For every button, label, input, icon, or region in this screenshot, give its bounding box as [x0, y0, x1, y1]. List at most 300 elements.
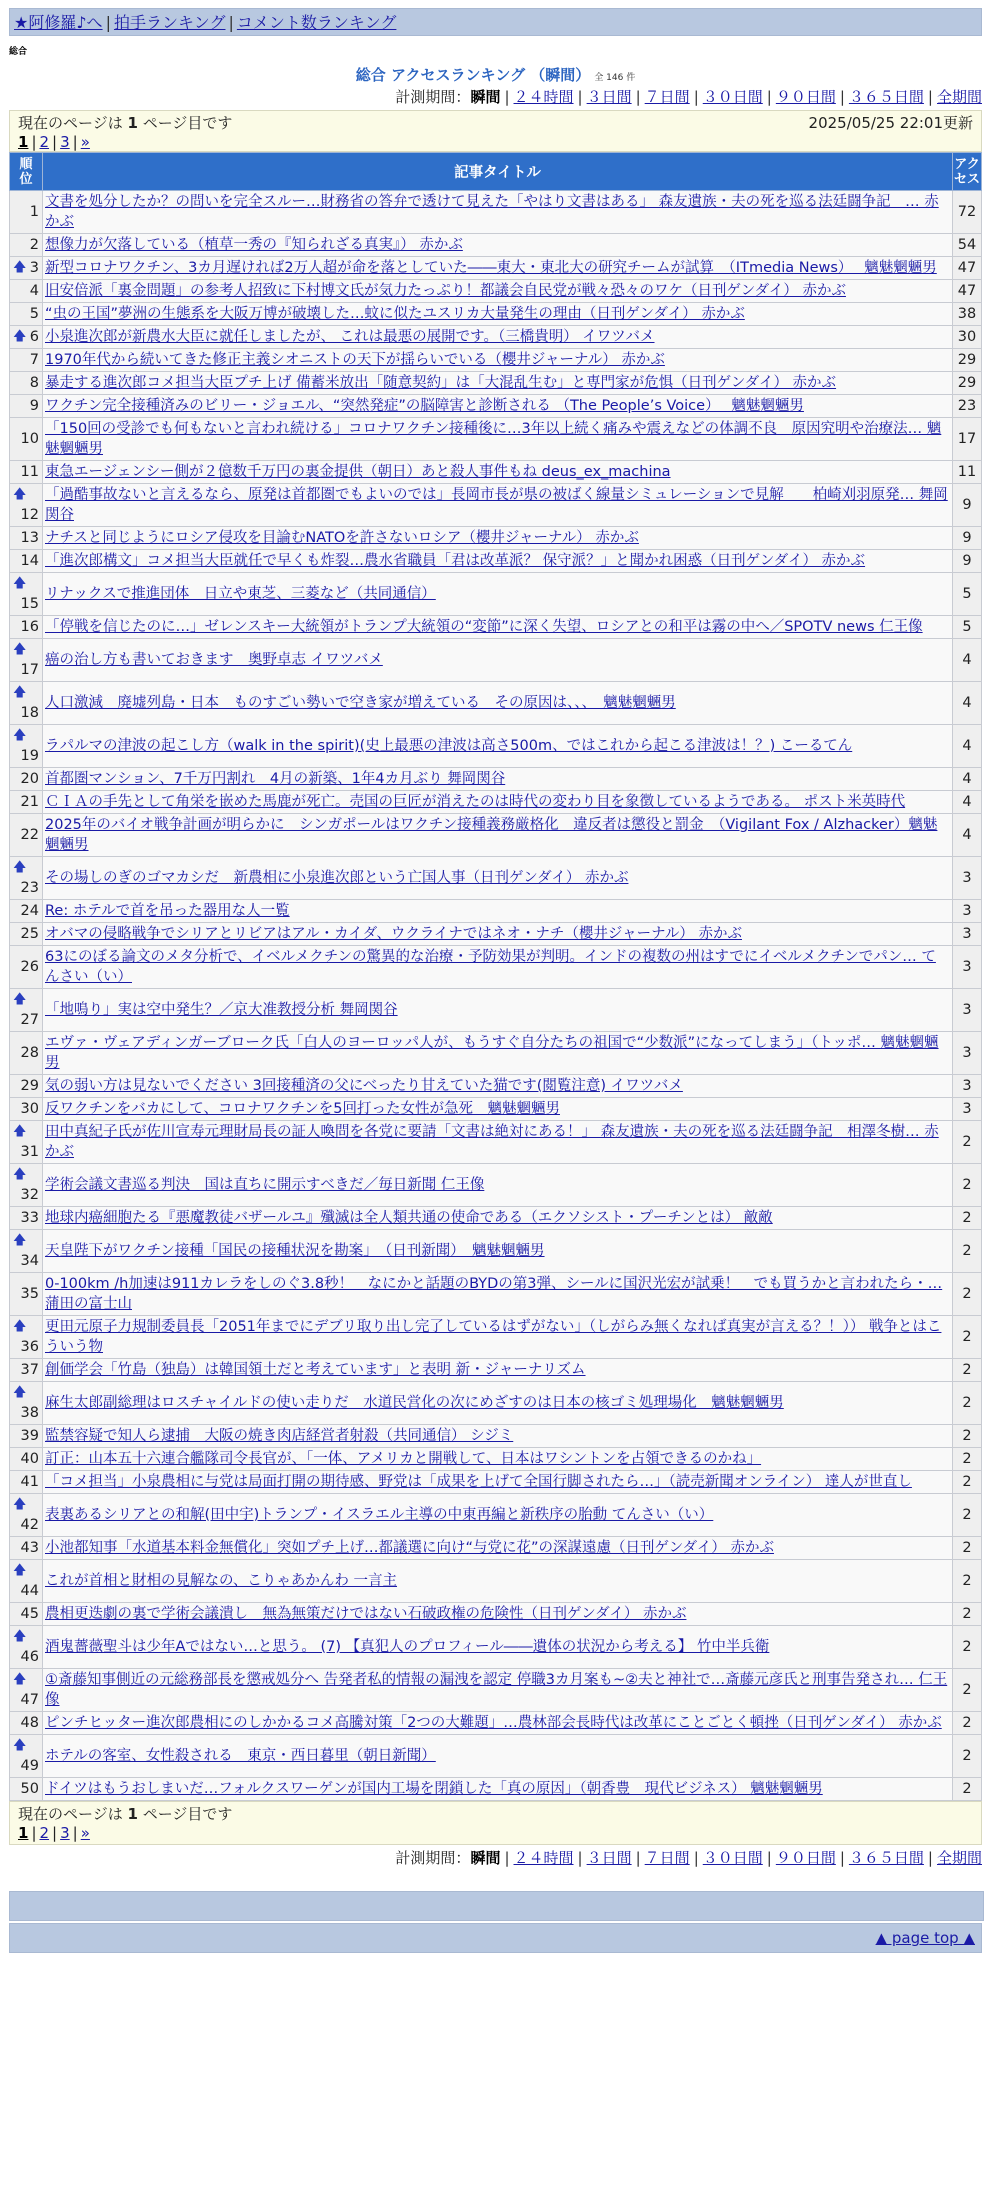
- article-link[interactable]: ワクチン完全接種済みのビリー・ジョエル、“突然発症”の脳障害と診断される （The People’s Voice） 魑魅魍魎男: [45, 398, 804, 414]
- table-row: [10, 1626, 982, 1669]
- title-cell: [43, 1273, 953, 1316]
- page-title: [0, 64, 991, 84]
- access-count: 3: [953, 900, 982, 923]
- access-count: 4: [953, 682, 982, 725]
- table-row: [10, 191, 982, 234]
- period-separator: |: [693, 1849, 699, 1867]
- rank-number: 45: [20, 1606, 39, 1622]
- period-separator: |: [635, 88, 641, 106]
- title-cell: [43, 791, 953, 814]
- article-link[interactable]: 新型コロナワクチン、3カ月遅ければ2万人超が命を落としていた――東大・東北大の研究チームが試算 （ITmedia News） 魑魅魍魎男: [45, 260, 937, 276]
- access-count: 4: [953, 814, 982, 857]
- rank-number: 11: [20, 464, 39, 480]
- title-cell: [43, 1230, 953, 1273]
- access-count: 9: [953, 484, 982, 527]
- access-count: 11: [953, 461, 982, 484]
- arrow-up-icon: 🡅: [13, 1629, 27, 1644]
- rank-number: 41: [20, 1474, 39, 1490]
- rank-cell: [10, 1603, 43, 1626]
- access-count: 29: [953, 349, 982, 372]
- table-row: [10, 1359, 982, 1382]
- arrow-up-icon: 🡅: [13, 860, 27, 875]
- access-count: 3: [953, 1075, 982, 1098]
- page-top-link[interactable]: ▲ page top ▲: [875, 1929, 975, 1947]
- article-link[interactable]: 1970年代から続いてきた修正主義シオニストの天下が揺らいでいる（櫻井ジャーナル） 赤かぶ: [45, 352, 665, 368]
- title-cell: [43, 989, 953, 1032]
- table-row: [10, 1230, 982, 1273]
- rank-cell: [10, 550, 43, 573]
- pager-bottom: [18, 1824, 973, 1842]
- article-link[interactable]: 反ワクチンをバカにして、コロナワクチンを5回打った女性が急死 魑魅魍魎男: [45, 1101, 560, 1117]
- article-link[interactable]: 小泉進次郎が新農水大臣に就任しましたが、 これは最悪の展開です。（三橋貴明） イワツバメ: [45, 329, 655, 345]
- access-count: 23: [953, 395, 982, 418]
- access-count: 2: [953, 1735, 982, 1778]
- rank-cell: [10, 1098, 43, 1121]
- title-cell: [43, 1098, 953, 1121]
- rank-number: 6: [29, 329, 39, 345]
- arrow-up-icon: 🡅: [13, 1233, 27, 1248]
- table-row: [10, 1560, 982, 1603]
- article-link[interactable]: その場しのぎのゴマカシだ 新農相に小泉進次郎という亡国人事（日刊ゲンダイ） 赤かぶ: [45, 870, 629, 886]
- article-link[interactable]: 麻生太郎副総理はロスチャイルドの使い走りだ 水道民営化の次にめざすのは日本の核ゴミ処理場化 魑魅魍魎男: [45, 1395, 784, 1411]
- rank-cell: [10, 923, 43, 946]
- rank-cell: [10, 1712, 43, 1735]
- rank-cell: [10, 1778, 43, 1801]
- table-row: [10, 1121, 982, 1164]
- article-link[interactable]: これが首相と財相の見解なの、こりゃあかんわ 一言主: [45, 1573, 398, 1589]
- table-row: [10, 1316, 982, 1359]
- table-row: [10, 326, 982, 349]
- arrow-up-icon: 🡅: [13, 260, 27, 275]
- rank-number: 22: [20, 827, 39, 843]
- table-row: [10, 725, 982, 768]
- top-page-link-2[interactable]: 3: [60, 133, 70, 151]
- header-rank: 順位: [10, 153, 43, 191]
- arrow-up-icon: 🡅: [13, 1319, 27, 1334]
- title-cell: [43, 1778, 953, 1801]
- arrow-up-icon: 🡅: [13, 992, 27, 1007]
- access-count: 72: [953, 191, 982, 234]
- title-cell: [43, 550, 953, 573]
- article-link[interactable]: ホテルの客室、女性殺される 東京・西日暮里（朝日新聞）: [45, 1748, 436, 1764]
- title-cell: [43, 1425, 953, 1448]
- table-row: [10, 989, 982, 1032]
- table-row: [10, 1032, 982, 1075]
- rank-number: 49: [20, 1758, 39, 1774]
- rank-number: 47: [20, 1692, 39, 1708]
- nav-separator: |: [105, 13, 111, 32]
- updated-timestamp: 2025/05/25 22:01更新: [808, 114, 973, 132]
- rank-number: 26: [20, 959, 39, 975]
- access-count: 2: [953, 1164, 982, 1207]
- title-cell: [43, 1560, 953, 1603]
- table-row: [10, 1164, 982, 1207]
- article-link[interactable]: ドイツはもうおしまいだ…フォルクスワーゲンが国内工場を閉鎖した「真の原因」（朝香豊 現代ビジネス） 魑魅魍魎男: [45, 1781, 823, 1797]
- access-count: 3: [953, 1032, 982, 1075]
- top-period-3[interactable]: ７日間: [644, 88, 690, 106]
- article-link[interactable]: 「地鳴り」実は空中発生？／京大准教授分析 舞岡関谷: [45, 1002, 398, 1018]
- article-link[interactable]: 首都圏マンション、7千万円割れ 4月の新築、1年4カ月ぶり 舞岡関谷: [45, 771, 506, 787]
- title-cell: [43, 1537, 953, 1560]
- title-cell: [43, 1382, 953, 1425]
- table-row: [10, 900, 982, 923]
- access-count: 2: [953, 1425, 982, 1448]
- rank-number: 8: [29, 375, 39, 391]
- title-cell: [43, 1735, 953, 1778]
- table-row: [10, 234, 982, 257]
- table-row: [10, 616, 982, 639]
- article-link[interactable]: 「停戦を信じたのに…」ゼレンスキー大統領がトランプ大統領の“変節”に深く失望、ロシアとの和平は霧の中へ／SPOTV news 仁王像: [45, 619, 923, 635]
- rank-cell: [10, 1121, 43, 1164]
- bottom-period-4[interactable]: ３０日間: [702, 1849, 763, 1867]
- top-page-link-0: 1: [18, 133, 29, 151]
- access-count: 38: [953, 303, 982, 326]
- bottom-period-1[interactable]: ２４時間: [513, 1849, 574, 1867]
- title-cell: [43, 725, 953, 768]
- access-count: 2: [953, 1669, 982, 1712]
- rank-number: 2: [29, 237, 39, 253]
- article-link[interactable]: ピンチヒッター進次郎農相にのしかかるコメ高騰対策「2つの大難題」…農林部会長時代は改革にことごとく頓挫（日刊ゲンダイ） 赤かぶ: [45, 1715, 942, 1731]
- access-count: 2: [953, 1207, 982, 1230]
- article-link[interactable]: 気の弱い方は見ないでください 3回接種済の父にべったり甘えていた猫です(閲覧注意) イワツバメ: [45, 1078, 683, 1094]
- title-cell: [43, 1316, 953, 1359]
- access-count: 9: [953, 527, 982, 550]
- rank-cell: [10, 814, 43, 857]
- total-count: 全 146 件: [594, 73, 636, 83]
- rank-number: 27: [20, 1012, 39, 1028]
- article-link[interactable]: 表裏あるシリアとの和解(田中宇)トランプ・イスラエル主導の中東再編と新秩序の胎動 てんさい（い）: [45, 1507, 714, 1523]
- title-cell: [43, 1164, 953, 1207]
- rank-number: 43: [20, 1540, 39, 1556]
- rank-number: 24: [20, 903, 39, 919]
- title-cell: [43, 418, 953, 461]
- rank-cell: [10, 725, 43, 768]
- title-cell: [43, 857, 953, 900]
- pager-top: [18, 133, 973, 152]
- period-separator: |: [577, 1849, 583, 1867]
- title-cell: [43, 527, 953, 550]
- top-nav-bar: [9, 8, 982, 36]
- rank-cell: [10, 768, 43, 791]
- access-count: 2: [953, 1712, 982, 1735]
- access-count: 3: [953, 989, 982, 1032]
- article-link[interactable]: ①斎藤知事側近の元総務部長を懲戒処分へ 告発者私的情報の漏洩を認定 停職3カ月案も~②夫と神社で…斎藤元彦氏と刑事告発され… 仁王像: [45, 1672, 948, 1708]
- rank-cell: [10, 1273, 43, 1316]
- article-link[interactable]: 想像力が欠落している（植草一秀の『知られざる真実』） 赤かぶ: [45, 237, 463, 253]
- rank-cell: [10, 1032, 43, 1075]
- table-row: [10, 257, 982, 280]
- rank-number: 46: [20, 1649, 39, 1665]
- table-row: [10, 573, 982, 616]
- period-separator: |: [504, 1849, 510, 1867]
- rank-cell: [10, 573, 43, 616]
- nav-link-comment-ranking[interactable]: コメント数ランキング: [236, 13, 397, 32]
- rank-cell: [10, 372, 43, 395]
- arrow-up-icon: 🡅: [13, 1497, 27, 1512]
- table-row: [10, 946, 982, 989]
- article-link[interactable]: ラパルマの津波の起こし方（walk in the spirit)(史上最悪の津波は高さ500m、ではこれから起こる津波は！？) こーるてん: [45, 738, 853, 754]
- period-label: 計測期間：: [395, 88, 471, 106]
- rank-cell: [10, 989, 43, 1032]
- article-link[interactable]: 63にのぼる論文のメタ分析で、イベルメクチンの驚異的な治療・予防効果が判明。インドの複数の州はすでにイベルメクチンでパン… てんさい（い）: [45, 949, 936, 985]
- top-period-0: 瞬間: [470, 88, 501, 106]
- table-row: [10, 1207, 982, 1230]
- article-link[interactable]: ナチスと同じようにロシア侵攻を目論むNATOを許さないロシア（櫻井ジャーナル） 赤かぶ: [45, 530, 639, 546]
- rank-number: 32: [20, 1187, 39, 1203]
- access-count: 9: [953, 550, 982, 573]
- nav-link-clap-ranking[interactable]: 拍手ランキング: [113, 13, 226, 32]
- rank-cell: [10, 1669, 43, 1712]
- access-count: 2: [953, 1603, 982, 1626]
- top-period-5[interactable]: ９０日間: [775, 88, 836, 106]
- rank-cell: [10, 857, 43, 900]
- article-link[interactable]: 訂正：山本五十六連合艦隊司令長官が、「一体、アメリカと開戦して、日本はワシントンを占領できるのかね」: [45, 1451, 762, 1467]
- access-count: 3: [953, 923, 982, 946]
- rank-cell: [10, 639, 43, 682]
- bottom-bar: [9, 1891, 984, 1921]
- rank-number: 39: [20, 1428, 39, 1444]
- rank-number: 7: [29, 352, 39, 368]
- article-link[interactable]: “虫の王国”夢洲の生態系を大阪万博が破壊した…蚊に似たユスリカ大量発生の理由（日刊ゲンダイ） 赤かぶ: [45, 306, 745, 322]
- article-link[interactable]: 天皇陛下がワクチン接種「国民の接種状況を勘案」 （日刊新聞） 魑魅魍魎男: [45, 1243, 545, 1259]
- table-row: [10, 1448, 982, 1471]
- table-row: [10, 1712, 982, 1735]
- article-link[interactable]: 更田元原子力規制委員長「2051年までにデブリ取り出し完了しているはずがない」（しがらみ無くなれば真実が言える？！）） 戦争とはこういう物: [45, 1319, 942, 1355]
- top-period-7[interactable]: 全期間: [936, 88, 982, 106]
- article-link[interactable]: 創価学会「竹島（独島）は韓国領土だと考えています」と表明 新・ジャーナリズム: [45, 1362, 586, 1378]
- top-period-2[interactable]: ３日間: [586, 88, 632, 106]
- table-row: [10, 1537, 982, 1560]
- rank-number: 4: [29, 283, 39, 299]
- rank-number: 9: [29, 398, 39, 414]
- bottom-page-link-2[interactable]: 3: [60, 1824, 70, 1842]
- title-cell: [43, 1359, 953, 1382]
- page-info-box: [9, 110, 982, 152]
- table-row: [10, 1273, 982, 1316]
- table-row: [10, 857, 982, 900]
- title-cell: [43, 1626, 953, 1669]
- article-link[interactable]: リナックスで推進団体 日立や東芝、三菱など（共同通信）: [45, 586, 436, 602]
- article-link[interactable]: 小池都知事「水道基本料金無償化」突如プチ上げ…都議選に向け“与党に花”の深謀遠慮（日刊ゲンダイ） 赤かぶ: [45, 1540, 774, 1556]
- bottom-period-6[interactable]: ３６５日間: [848, 1849, 924, 1867]
- article-link[interactable]: Re: ホテルで首を吊った器用な人一覧: [45, 903, 290, 919]
- page-notice: 現在のページは 1 ページ目です: [18, 114, 233, 132]
- article-link[interactable]: 田中真紀子氏が佐川宣寿元理財局長の証人喚問を各党に要請「文書は絶対にある！」 森友遺族・夫の死を巡る法廷闘争記 相澤冬樹… 赤かぶ: [45, 1124, 939, 1160]
- title-cell: [43, 1448, 953, 1471]
- breadcrumb: 総合: [9, 47, 28, 57]
- article-link[interactable]: 2025年のバイオ戦争計画が明らかに シンガポールはワクチン接種義務厳格化 違反者は懲役と罰金 （Vigilant Fox / Alzhacker）魑魅魍魎男: [45, 817, 938, 853]
- rank-cell: [10, 1560, 43, 1603]
- rank-cell: [10, 682, 43, 725]
- article-link[interactable]: 酒鬼薔薇聖斗は少年Aではない…と思う。 (7) 【真犯人のプロフィール――遺体の状況から考える】 竹中半兵衛: [45, 1639, 770, 1655]
- bottom-period-2[interactable]: ３日間: [586, 1849, 632, 1867]
- title-cell: [43, 1471, 953, 1494]
- arrow-up-icon: 🡅: [13, 1167, 27, 1182]
- rank-number: 3: [29, 260, 39, 276]
- title-cell: [43, 900, 953, 923]
- period-label: 計測期間：: [395, 1849, 471, 1867]
- rank-number: 40: [20, 1451, 39, 1467]
- article-link[interactable]: オバマの侵略戦争でシリアとリビアはアル・カイダ、ウクライナではネオ・ナチ（櫻井ジャーナル） 赤かぶ: [45, 926, 742, 942]
- title-cell: [43, 1075, 953, 1098]
- article-link[interactable]: 東急エージェンシー側が２億数千万円の裏金提供（朝日）あと殺人事件もね deus_ex_machina: [45, 464, 671, 480]
- access-count: 2: [953, 1778, 982, 1801]
- rank-cell: [10, 191, 43, 234]
- title-cell: [43, 768, 953, 791]
- table-row: [10, 372, 982, 395]
- access-count: 2: [953, 1626, 982, 1669]
- title-cell: [43, 682, 953, 725]
- pager-separator: |: [52, 1824, 58, 1842]
- period-separator: |: [635, 1849, 641, 1867]
- rank-number: 5: [29, 306, 39, 322]
- access-count: 2: [953, 1471, 982, 1494]
- rank-cell: [10, 257, 43, 280]
- article-link[interactable]: 「進次郎構文」コメ担当大臣就任で早くも炸裂…農水省職員「君は改革派？ 保守派？」と聞かれ困惑（日刊ゲンダイ） 赤かぶ: [45, 553, 866, 569]
- rank-number: 33: [20, 1210, 39, 1226]
- title-cell: [43, 1494, 953, 1537]
- rank-number: 29: [20, 1078, 39, 1094]
- rank-cell: [10, 395, 43, 418]
- title-cell: [43, 191, 953, 234]
- rank-cell: [10, 280, 43, 303]
- rank-cell: [10, 418, 43, 461]
- rank-cell: [10, 461, 43, 484]
- article-link[interactable]: 癌の治し方も書いておきます 奥野卓志 イワツバメ: [45, 652, 383, 668]
- rank-cell: [10, 791, 43, 814]
- bottom-period-5[interactable]: ９０日間: [775, 1849, 836, 1867]
- access-count: 54: [953, 234, 982, 257]
- top-page-link-3[interactable]: »: [80, 133, 90, 151]
- rank-cell: [10, 1494, 43, 1537]
- article-link[interactable]: エヴァ・ヴェアディンガーブローク氏「白人のヨーロッパ人が、もうすぐ自分たちの祖国で“少数派”になってしまう」（トッポ… 魑魅魍魎男: [45, 1035, 939, 1071]
- rank-number: 17: [20, 662, 39, 678]
- access-count: 4: [953, 725, 982, 768]
- arrow-up-icon: 🡅: [13, 1124, 27, 1139]
- top-page-link-1[interactable]: 2: [39, 133, 50, 151]
- rank-number: 34: [20, 1253, 39, 1269]
- article-link[interactable]: ＣＩＡの手先として角栄を嵌めた馬鹿が死亡。売国の巨匠が消えたのは時代の変わり目を象徴しているようである。 ポスト米英時代: [45, 794, 906, 810]
- article-link[interactable]: 「過酷事故ないと言えるなら、原発は首都圏でもよいのでは」長岡市長が県の被ばく線量シミュレーションで見解 柏崎刈羽原発… 舞岡関谷: [45, 487, 948, 523]
- rank-cell: [10, 1207, 43, 1230]
- table-row: [10, 550, 982, 573]
- rank-cell: [10, 527, 43, 550]
- bottom-period-3[interactable]: ７日間: [644, 1849, 690, 1867]
- rank-number: 28: [20, 1045, 39, 1061]
- rank-number: 13: [20, 530, 39, 546]
- nav-link-asyura[interactable]: ★阿修羅♪へ: [14, 13, 103, 32]
- access-count: 2: [953, 1316, 982, 1359]
- access-count: 2: [953, 1273, 982, 1316]
- bottom-page-link-1[interactable]: 2: [39, 1824, 50, 1842]
- article-link[interactable]: 農相更迭劇の裏で学術会議潰し 無為無策だけではない石破政権の危険性（日刊ゲンダイ） 赤かぶ: [45, 1606, 687, 1622]
- table-row: [10, 349, 982, 372]
- article-link[interactable]: 人口激減 廃墟列島・日本 ものすごい勢いで空き家が増えている その原因は、、、 魑魅魍魎男: [45, 695, 676, 711]
- table-row: [10, 418, 982, 461]
- rank-cell: [10, 1316, 43, 1359]
- period-separator: |: [839, 88, 845, 106]
- bottom-page-link-0: 1: [18, 1824, 29, 1842]
- article-link[interactable]: 監禁容疑で知人ら逮捕 大阪の焼き肉店経営者射殺（共同通信） シジミ: [45, 1428, 514, 1444]
- access-count: 29: [953, 372, 982, 395]
- title-cell: [43, 616, 953, 639]
- arrow-up-icon: 🡅: [13, 1385, 27, 1400]
- access-count: 2: [953, 1537, 982, 1560]
- access-count: 4: [953, 639, 982, 682]
- rank-number: 21: [20, 794, 39, 810]
- pager-separator: |: [72, 133, 78, 151]
- title-cell: [43, 280, 953, 303]
- rank-number: 18: [20, 705, 39, 721]
- arrow-up-icon: 🡅: [13, 1738, 27, 1753]
- rank-cell: [10, 234, 43, 257]
- article-link[interactable]: 暴走する進次郎コメ担当大臣プチ上げ 備蓄米放出「随意契約」は「大混乱生む」と専門家が危惧（日刊ゲンダイ） 赤かぶ: [45, 375, 837, 391]
- article-link[interactable]: 「コメ担当」小泉農相に与党は局面打開の期待感、野党は「成果を上げて全国行脚されたら…」（読売新聞オンライン） 達人が世直し: [45, 1474, 912, 1490]
- title-cell: [43, 326, 953, 349]
- table-row: [10, 1075, 982, 1098]
- period-separator: |: [766, 88, 772, 106]
- page-title-text: 総合 アクセスランキング （瞬間）: [355, 66, 591, 84]
- table-row: [10, 1603, 982, 1626]
- article-link[interactable]: 旧安倍派「裏金問題」の参考人招致に下村博文氏が気力たっぷり！都議会自民党が戦々恐々のワケ（日刊ゲンダイ） 赤かぶ: [45, 283, 846, 299]
- period-selector-top: [9, 86, 982, 108]
- table-row: [10, 527, 982, 550]
- access-count: 4: [953, 791, 982, 814]
- top-period-6[interactable]: ３６５日間: [848, 88, 924, 106]
- rank-cell: [10, 1626, 43, 1669]
- rank-cell: [10, 1075, 43, 1098]
- rank-cell: [10, 1537, 43, 1560]
- article-link[interactable]: 「150回の受診でも何もないと言われ続ける」コロナワクチン接種後に…3年以上続く痛みや震えなどの体調不良 原因究明や治療法… 魑魅魍魎男: [45, 421, 942, 457]
- top-period-1[interactable]: ２４時間: [513, 88, 574, 106]
- rank-number: 30: [20, 1101, 39, 1117]
- top-period-4[interactable]: ３０日間: [702, 88, 763, 106]
- arrow-up-icon: 🡅: [13, 685, 27, 700]
- rank-cell: [10, 1164, 43, 1207]
- period-separator: |: [693, 88, 699, 106]
- title-cell: [43, 461, 953, 484]
- table-row: [10, 461, 982, 484]
- access-count: 2: [953, 1448, 982, 1471]
- rank-number: 42: [20, 1517, 39, 1533]
- rank-number: 50: [20, 1781, 39, 1797]
- title-cell: [43, 573, 953, 616]
- bottom-period-7[interactable]: 全期間: [936, 1849, 982, 1867]
- rank-number: 1: [29, 204, 39, 220]
- rank-number: 19: [20, 748, 39, 764]
- title-cell: [43, 814, 953, 857]
- rank-number: 25: [20, 926, 39, 942]
- title-cell: [43, 257, 953, 280]
- bottom-page-link-3[interactable]: »: [80, 1824, 90, 1842]
- access-count: 3: [953, 1098, 982, 1121]
- pager-separator: |: [31, 1824, 37, 1842]
- access-count: 5: [953, 616, 982, 639]
- table-row: [10, 1382, 982, 1425]
- article-link[interactable]: 0-100km /h加速は911カレラをしのぐ3.8秒！ なにかと話題のBYDの第3弾、シールに国沢光宏が試乗！ でも買うかと言われたら・… 蒲田の富士山: [45, 1276, 943, 1312]
- article-link[interactable]: 文書を処分したか？の問いを完全スルー…財務省の答弁で透けて見えた「やはり文書はある」 森友遺族・夫の死を巡る法廷闘争記 … 赤かぶ: [45, 194, 939, 230]
- rank-cell: [10, 1735, 43, 1778]
- article-link[interactable]: 地球内癌細胞たる『悪魔教徒バザールユ』殲滅は全人類共通の使命である（エクソシスト・プーチンとは） 敵敵: [45, 1210, 773, 1226]
- ranking-table-body: [10, 191, 982, 1801]
- rank-number: 44: [20, 1583, 39, 1599]
- rank-number: 31: [20, 1144, 39, 1160]
- rank-cell: [10, 303, 43, 326]
- article-link[interactable]: 学術会議文書巡る判決 国は直ちに開示すべきだ／毎日新聞 仁王像: [45, 1177, 485, 1193]
- table-row: [10, 1735, 982, 1778]
- rank-number: 10: [20, 431, 39, 447]
- period-separator: |: [504, 88, 510, 106]
